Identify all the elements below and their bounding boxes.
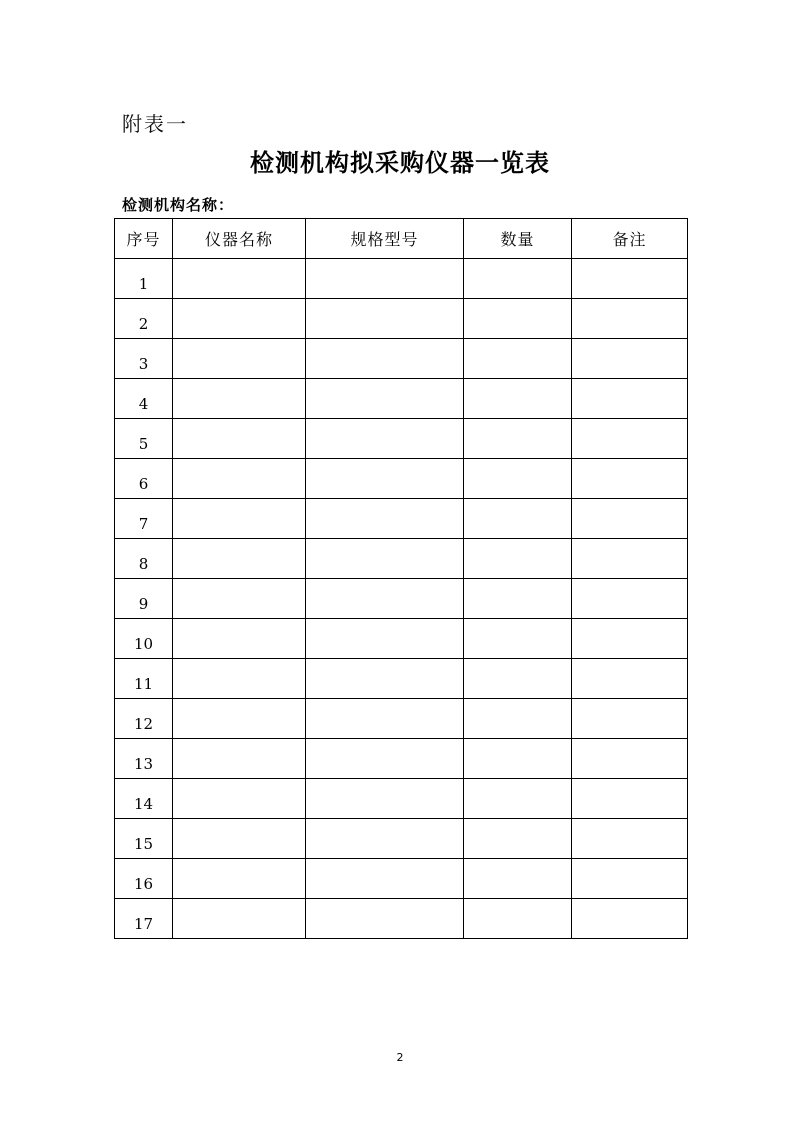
model-spec-cell[interactable] xyxy=(306,699,464,739)
model-spec-cell[interactable] xyxy=(306,859,464,899)
remarks-cell[interactable] xyxy=(572,819,688,859)
quantity-cell[interactable] xyxy=(464,339,572,379)
serial-number-cell: 2 xyxy=(115,299,173,339)
table-row xyxy=(115,859,688,899)
quantity-cell[interactable] xyxy=(464,899,572,939)
table-row xyxy=(115,339,688,379)
instrument-name-cell[interactable] xyxy=(173,739,306,779)
quantity-cell[interactable] xyxy=(464,579,572,619)
header-instrument-name: 仪器名称 xyxy=(173,219,306,259)
document-title: 检测机构拟采购仪器一览表 xyxy=(250,148,550,177)
remarks-cell[interactable] xyxy=(572,499,688,539)
quantity-cell[interactable] xyxy=(464,419,572,459)
quantity-cell[interactable] xyxy=(464,379,572,419)
instrument-name-cell[interactable] xyxy=(173,539,306,579)
model-spec-cell[interactable] xyxy=(306,779,464,819)
quantity-cell[interactable] xyxy=(464,779,572,819)
remarks-cell[interactable] xyxy=(572,699,688,739)
remarks-cell[interactable] xyxy=(572,339,688,379)
quantity-cell[interactable] xyxy=(464,499,572,539)
serial-number-cell: 5 xyxy=(115,419,173,459)
quantity-cell[interactable] xyxy=(464,299,572,339)
table-row xyxy=(115,419,688,459)
table-row xyxy=(115,299,688,339)
model-spec-cell[interactable] xyxy=(306,619,464,659)
table-row xyxy=(115,779,688,819)
quantity-cell[interactable] xyxy=(464,259,572,299)
model-spec-cell[interactable] xyxy=(306,739,464,779)
instrument-name-cell[interactable] xyxy=(173,579,306,619)
table-row xyxy=(115,659,688,699)
remarks-cell[interactable] xyxy=(572,459,688,499)
remarks-cell[interactable] xyxy=(572,619,688,659)
serial-number-cell: 3 xyxy=(115,339,173,379)
table-header-row xyxy=(115,219,688,259)
remarks-cell[interactable] xyxy=(572,739,688,779)
page-number: 2 xyxy=(396,1051,404,1064)
instrument-name-cell[interactable] xyxy=(173,659,306,699)
model-spec-cell[interactable] xyxy=(306,899,464,939)
table-row xyxy=(115,819,688,859)
table-row xyxy=(115,379,688,419)
remarks-cell[interactable] xyxy=(572,579,688,619)
instrument-name-cell[interactable] xyxy=(173,859,306,899)
table-row xyxy=(115,459,688,499)
header-model-spec: 规格型号 xyxy=(306,219,464,259)
model-spec-cell[interactable] xyxy=(306,259,464,299)
serial-number-cell: 6 xyxy=(115,459,173,499)
quantity-cell[interactable] xyxy=(464,739,572,779)
instrument-name-cell[interactable] xyxy=(173,899,306,939)
remarks-cell[interactable] xyxy=(572,539,688,579)
model-spec-cell[interactable] xyxy=(306,539,464,579)
model-spec-cell[interactable] xyxy=(306,459,464,499)
instrument-name-cell[interactable] xyxy=(173,819,306,859)
instrument-name-cell[interactable] xyxy=(173,779,306,819)
remarks-cell[interactable] xyxy=(572,419,688,459)
instrument-name-cell[interactable] xyxy=(173,419,306,459)
serial-number-cell: 15 xyxy=(115,819,173,859)
remarks-cell[interactable] xyxy=(572,899,688,939)
serial-number-cell: 16 xyxy=(115,859,173,899)
appendix-label: 附表一 xyxy=(122,112,188,136)
quantity-cell[interactable] xyxy=(464,459,572,499)
instrument-name-cell[interactable] xyxy=(173,259,306,299)
serial-number-cell: 17 xyxy=(115,899,173,939)
table-row xyxy=(115,899,688,939)
header-quantity: 数量 xyxy=(464,219,572,259)
remarks-cell[interactable] xyxy=(572,859,688,899)
table-row xyxy=(115,499,688,539)
model-spec-cell[interactable] xyxy=(306,379,464,419)
instrument-name-cell[interactable] xyxy=(173,339,306,379)
table-row xyxy=(115,619,688,659)
org-name-label: 检测机构名称： xyxy=(122,196,235,214)
remarks-cell[interactable] xyxy=(572,779,688,819)
instrument-name-cell[interactable] xyxy=(173,379,306,419)
model-spec-cell[interactable] xyxy=(306,659,464,699)
table-row xyxy=(115,739,688,779)
model-spec-cell[interactable] xyxy=(306,819,464,859)
model-spec-cell[interactable] xyxy=(306,499,464,539)
model-spec-cell[interactable] xyxy=(306,339,464,379)
serial-number-cell: 1 xyxy=(115,259,173,299)
serial-number-cell: 8 xyxy=(115,539,173,579)
instrument-name-cell[interactable] xyxy=(173,459,306,499)
serial-number-cell: 13 xyxy=(115,739,173,779)
table-row xyxy=(115,259,688,299)
quantity-cell[interactable] xyxy=(464,659,572,699)
serial-number-cell: 14 xyxy=(115,779,173,819)
remarks-cell[interactable] xyxy=(572,379,688,419)
serial-number-cell: 10 xyxy=(115,619,173,659)
remarks-cell[interactable] xyxy=(572,659,688,699)
instrument-name-cell[interactable] xyxy=(173,499,306,539)
instrument-name-cell[interactable] xyxy=(173,619,306,659)
remarks-cell[interactable] xyxy=(572,259,688,299)
header-serial: 序号 xyxy=(115,219,173,259)
header-remarks: 备注 xyxy=(572,219,688,259)
quantity-cell[interactable] xyxy=(464,699,572,739)
quantity-cell[interactable] xyxy=(464,619,572,659)
serial-number-cell: 11 xyxy=(115,659,173,699)
quantity-cell[interactable] xyxy=(464,859,572,899)
model-spec-cell[interactable] xyxy=(306,579,464,619)
model-spec-cell[interactable] xyxy=(306,419,464,459)
serial-number-cell: 12 xyxy=(115,699,173,739)
remarks-cell[interactable] xyxy=(572,299,688,339)
serial-number-cell: 7 xyxy=(115,499,173,539)
instrument-table xyxy=(114,218,688,939)
instrument-name-cell[interactable] xyxy=(173,699,306,739)
table-row xyxy=(115,539,688,579)
quantity-cell[interactable] xyxy=(464,539,572,579)
instrument-name-cell[interactable] xyxy=(173,299,306,339)
table-row xyxy=(115,699,688,739)
model-spec-cell[interactable] xyxy=(306,299,464,339)
table-row xyxy=(115,579,688,619)
serial-number-cell: 4 xyxy=(115,379,173,419)
quantity-cell[interactable] xyxy=(464,819,572,859)
serial-number-cell: 9 xyxy=(115,579,173,619)
